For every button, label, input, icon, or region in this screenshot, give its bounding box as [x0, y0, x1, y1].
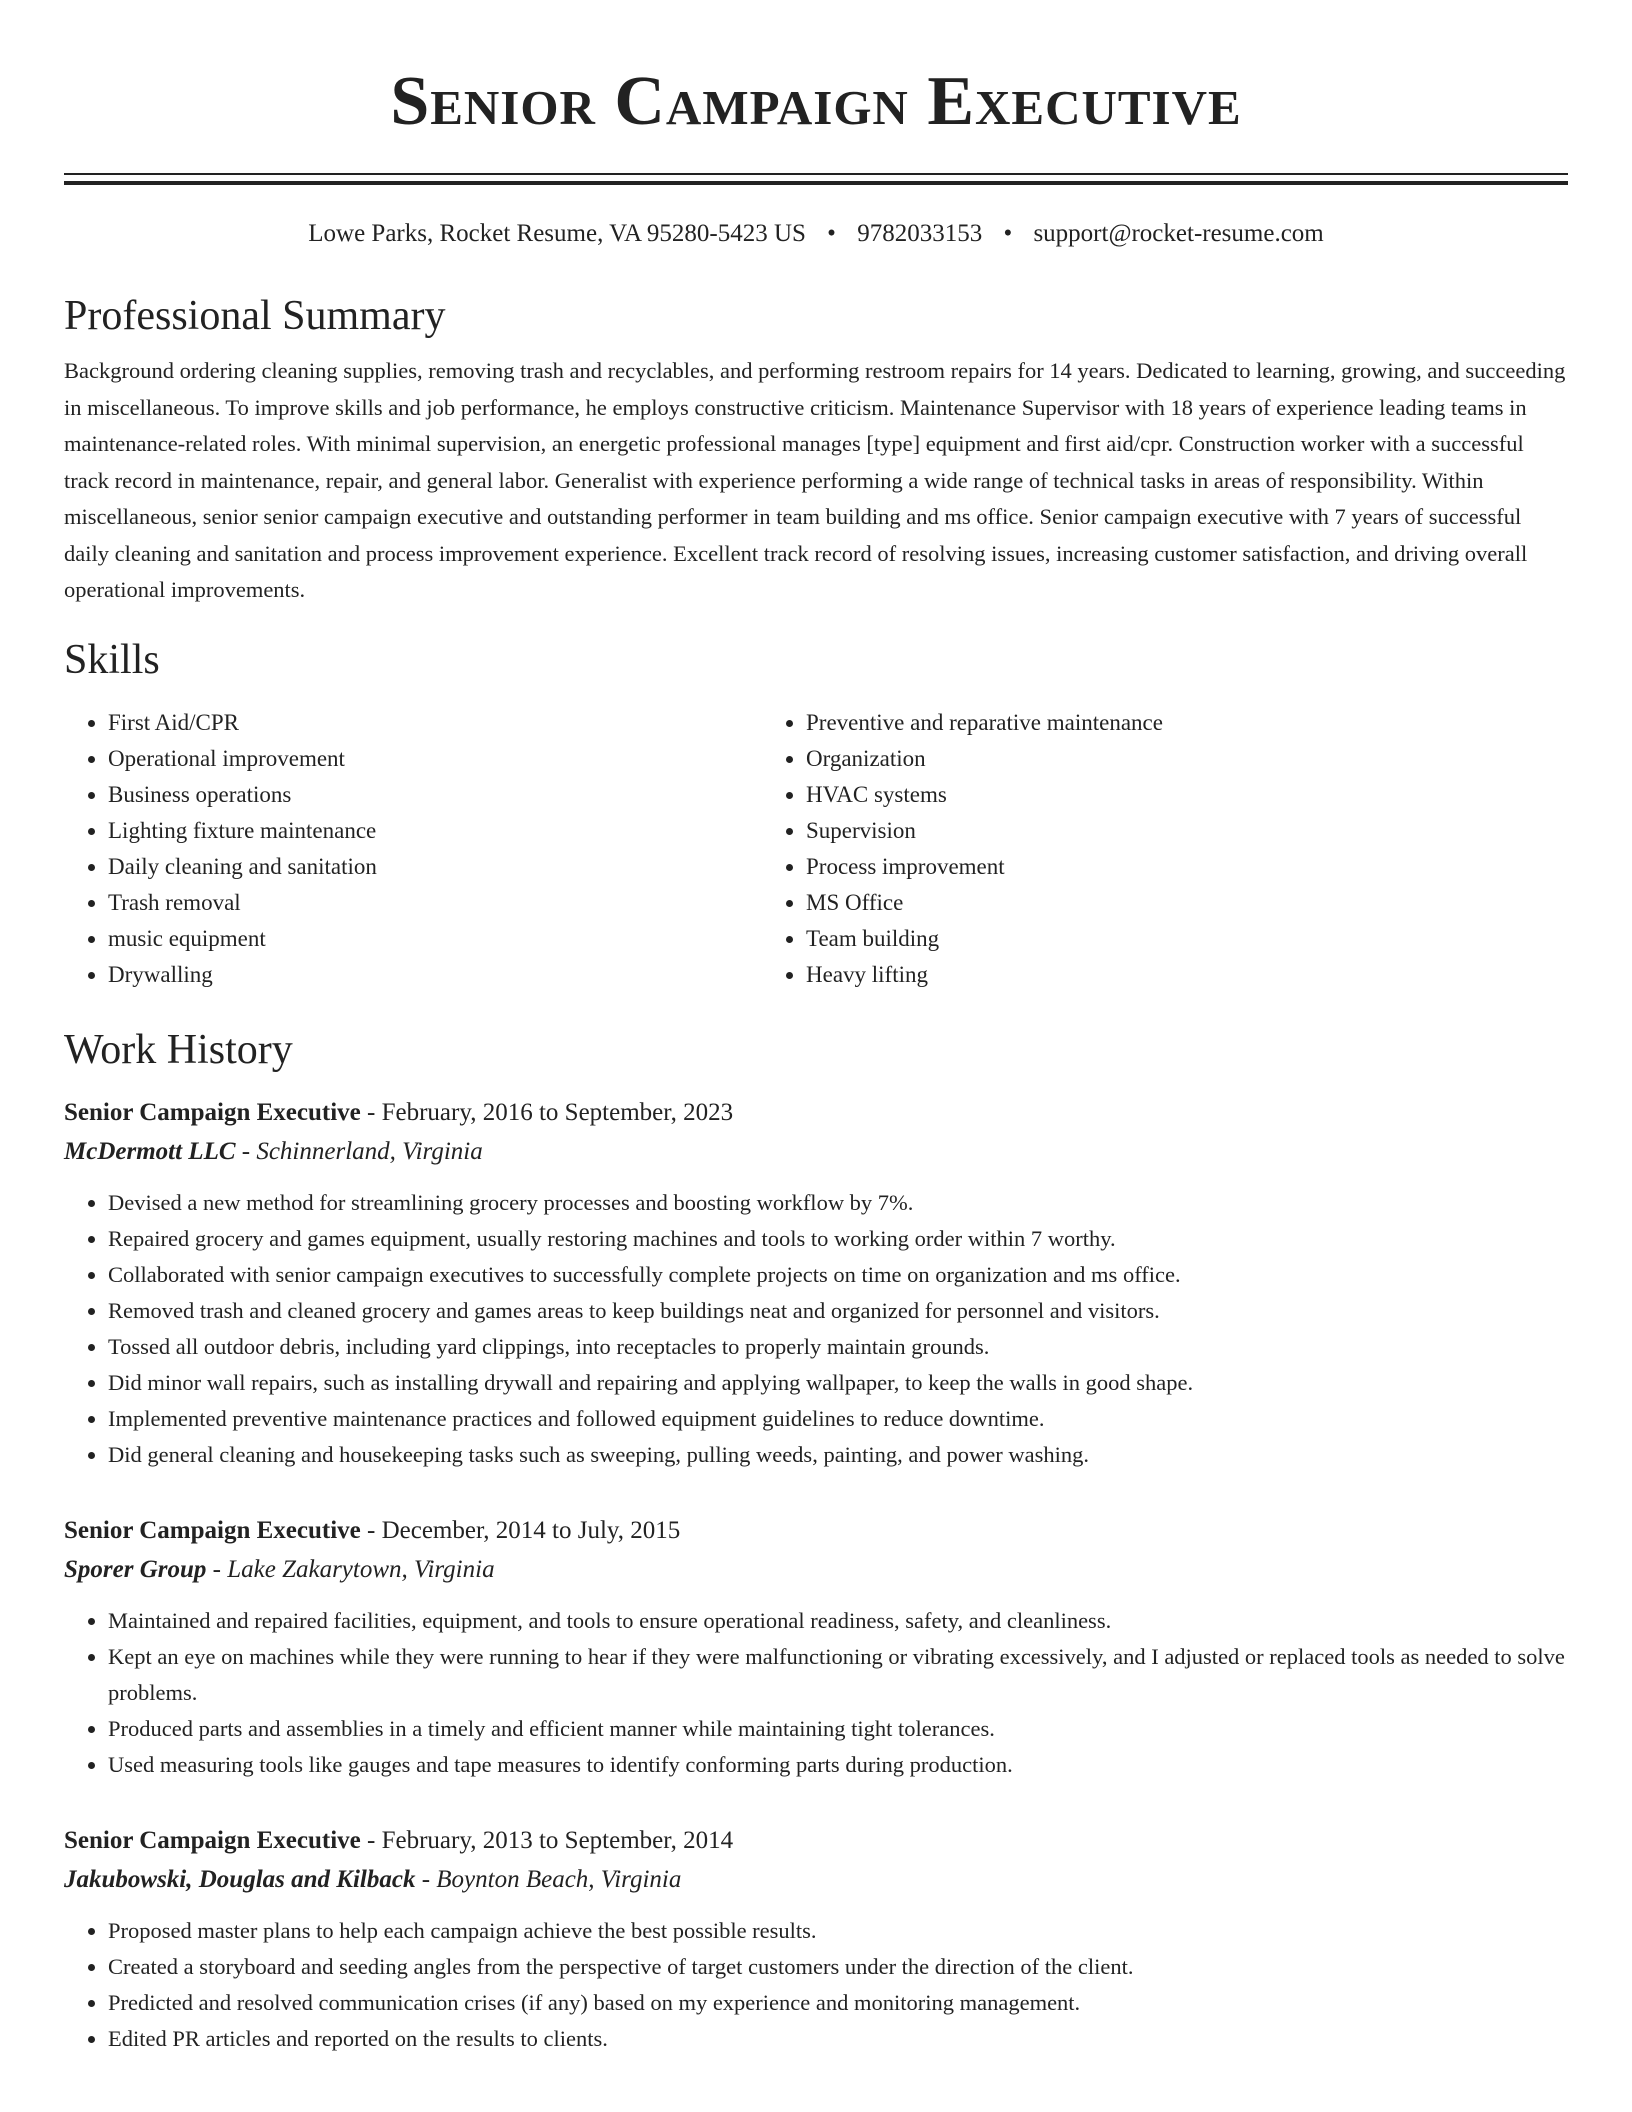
job-bullet: • Did minor wall repairs, such as installing drywall and repairing and applying wallpaper, to keep the walls in good shape. [108, 1365, 1568, 1401]
job-bullet: • Predicted and resolved communication crises (if any) based on my experience and monitoring management. [108, 1985, 1568, 2021]
job-location: - Lake Zakarytown, Virginia [206, 1555, 495, 1583]
contact-separator: • [1003, 220, 1013, 247]
resume-name: Senior Campaign Executive [390, 63, 1242, 140]
job-role: Senior Campaign Executive [64, 1826, 361, 1854]
job-dates: - February, 2016 to September, 2023 [360, 1098, 734, 1126]
contact-phone: 9782033153 [857, 220, 983, 247]
job-bullet: • Proposed master plans to help each campaign achieve the best possible results. [108, 1913, 1568, 1949]
skill-item: • Lighting fixture maintenance [108, 813, 762, 849]
skill-item: • Process improvement [806, 849, 1163, 885]
job-bullet: • Implemented preventive maintenance practices and followed equipment guidelines to reduce downtime. [108, 1401, 1568, 1437]
job-dates: - February, 2013 to September, 2014 [360, 1826, 734, 1854]
summary-heading: Professional Summary [64, 293, 446, 339]
skill-item: • HVAC systems [806, 777, 1163, 813]
skill-item: • Trash removal [108, 885, 762, 921]
job-role: Senior Campaign Executive [64, 1098, 361, 1126]
skill-item: • Supervision [806, 813, 1163, 849]
contact-address: Lowe Parks, Rocket Resume, VA 95280-5423 US [308, 220, 806, 247]
job-bullet: • Devised a new method for streamlining grocery processes and boosting workflow by 7%. [108, 1185, 1568, 1221]
job-bullet: • Edited PR articles and reported on the results to clients. [108, 2021, 1568, 2057]
job-title-line [64, 1511, 1568, 1550]
skill-item: • First Aid/CPR [108, 705, 762, 741]
skills-heading: Skills [64, 636, 160, 683]
skills-column-right [762, 705, 1163, 993]
job-entry [64, 1821, 1568, 2057]
contact-separator: • [827, 220, 836, 247]
job-title-line [64, 1821, 1568, 1860]
job-company: Sporer Group [64, 1555, 207, 1583]
job-location: - Schinnerland, Virginia [235, 1137, 483, 1165]
job-bullet: • Repaired grocery and games equipment, usually restoring machines and tools to working order within 7 worthy. [108, 1221, 1568, 1257]
skill-item: • Team building [806, 921, 1163, 957]
job-entry [64, 1511, 1568, 1783]
header-rule-thick [64, 181, 1568, 185]
skill-item: • Operational improvement [108, 741, 762, 777]
skill-item: • Organization [806, 741, 1163, 777]
skill-item: • Business operations [108, 777, 762, 813]
skills-list [64, 705, 1568, 993]
skill-item: • Daily cleaning and sanitation [108, 849, 762, 885]
job-bullet: • Used measuring tools like gauges and tape measures to identify conforming parts during production. [108, 1747, 1568, 1783]
skills-column-left [64, 705, 762, 993]
job-dates: - December, 2014 to July, 2015 [360, 1516, 681, 1544]
job-company-line [64, 1860, 1568, 1899]
job-bullets [64, 1185, 1568, 1473]
job-bullet: • Did general cleaning and housekeeping tasks such as sweeping, pulling weeds, painting, and power washing. [108, 1437, 1568, 1473]
contact-line [64, 219, 1568, 249]
summary-text: Background ordering cleaning supplies, removing trash and recyclables, and performing restroom repairs for 14 years. Dedicated to learning, growing, and succeeding in miscellaneous. To improve skills and job performance, he employs constructive criticism. Maintenance Supervisor with 18 years of experience leading teams in maintenance-related roles. With minimal supervision, an energetic professional manages [type] equipment and first aid/cpr. Construction worker with a successful track record in maintenance, repair, and general labor. Generalist with experience performing a wide range of technical tasks in areas of responsibility. Within miscellaneous, senior senior campaign executive and outstanding performer in team building and ms office. Senior campaign executive with 7 years of successful daily cleaning and sanitation and process improvement experience. Excellent track record of resolving issues, increasing customer satisfaction, and driving overall operational improvements. [64, 358, 1566, 602]
header-rule-thin [64, 173, 1568, 175]
job-location: - Boynton Beach, Virginia [415, 1865, 682, 1893]
job-bullets [64, 1603, 1568, 1783]
skill-item: • MS Office [806, 885, 1163, 921]
job-company: McDermott LLC [64, 1137, 236, 1165]
job-bullet: • Tossed all outdoor debris, including yard clippings, into receptacles to properly maintain grounds. [108, 1329, 1568, 1365]
job-bullets [64, 1913, 1568, 2057]
skill-item: • Drywalling [108, 957, 762, 993]
work-history-heading: Work History [64, 1026, 293, 1073]
contact-email: support@rocket-resume.com [1033, 220, 1324, 247]
job-entry [64, 1093, 1568, 1473]
job-bullet: • Collaborated with senior campaign executives to successfully complete projects on time on organization and ms office. [108, 1257, 1568, 1293]
skill-item: • Heavy lifting [806, 957, 1163, 993]
job-role: Senior Campaign Executive [64, 1516, 361, 1544]
job-company: Jakubowski, Douglas and Kilback [64, 1865, 416, 1893]
job-bullet: • Produced parts and assemblies in a timely and efficient manner while maintaining tight tolerances. [108, 1711, 1568, 1747]
job-title-line [64, 1093, 1568, 1132]
job-bullet: • Kept an eye on machines while they were running to hear if they were malfunctioning or vibrating excessively, and I adjusted or replaced tools as needed to solve problems. [108, 1639, 1568, 1711]
job-company-line [64, 1550, 1568, 1589]
job-company-line [64, 1132, 1568, 1171]
skill-item: • Preventive and reparative maintenance [806, 705, 1163, 741]
job-bullet: • Maintained and repaired facilities, equipment, and tools to ensure operational readiness, safety, and cleanliness. [108, 1603, 1568, 1639]
skill-item: • music equipment [108, 921, 762, 957]
job-bullet: • Created a storyboard and seeding angles from the perspective of target customers under the direction of the client. [108, 1949, 1568, 1985]
job-bullet: • Removed trash and cleaned grocery and games areas to keep buildings neat and organized for personnel and visitors. [108, 1293, 1568, 1329]
